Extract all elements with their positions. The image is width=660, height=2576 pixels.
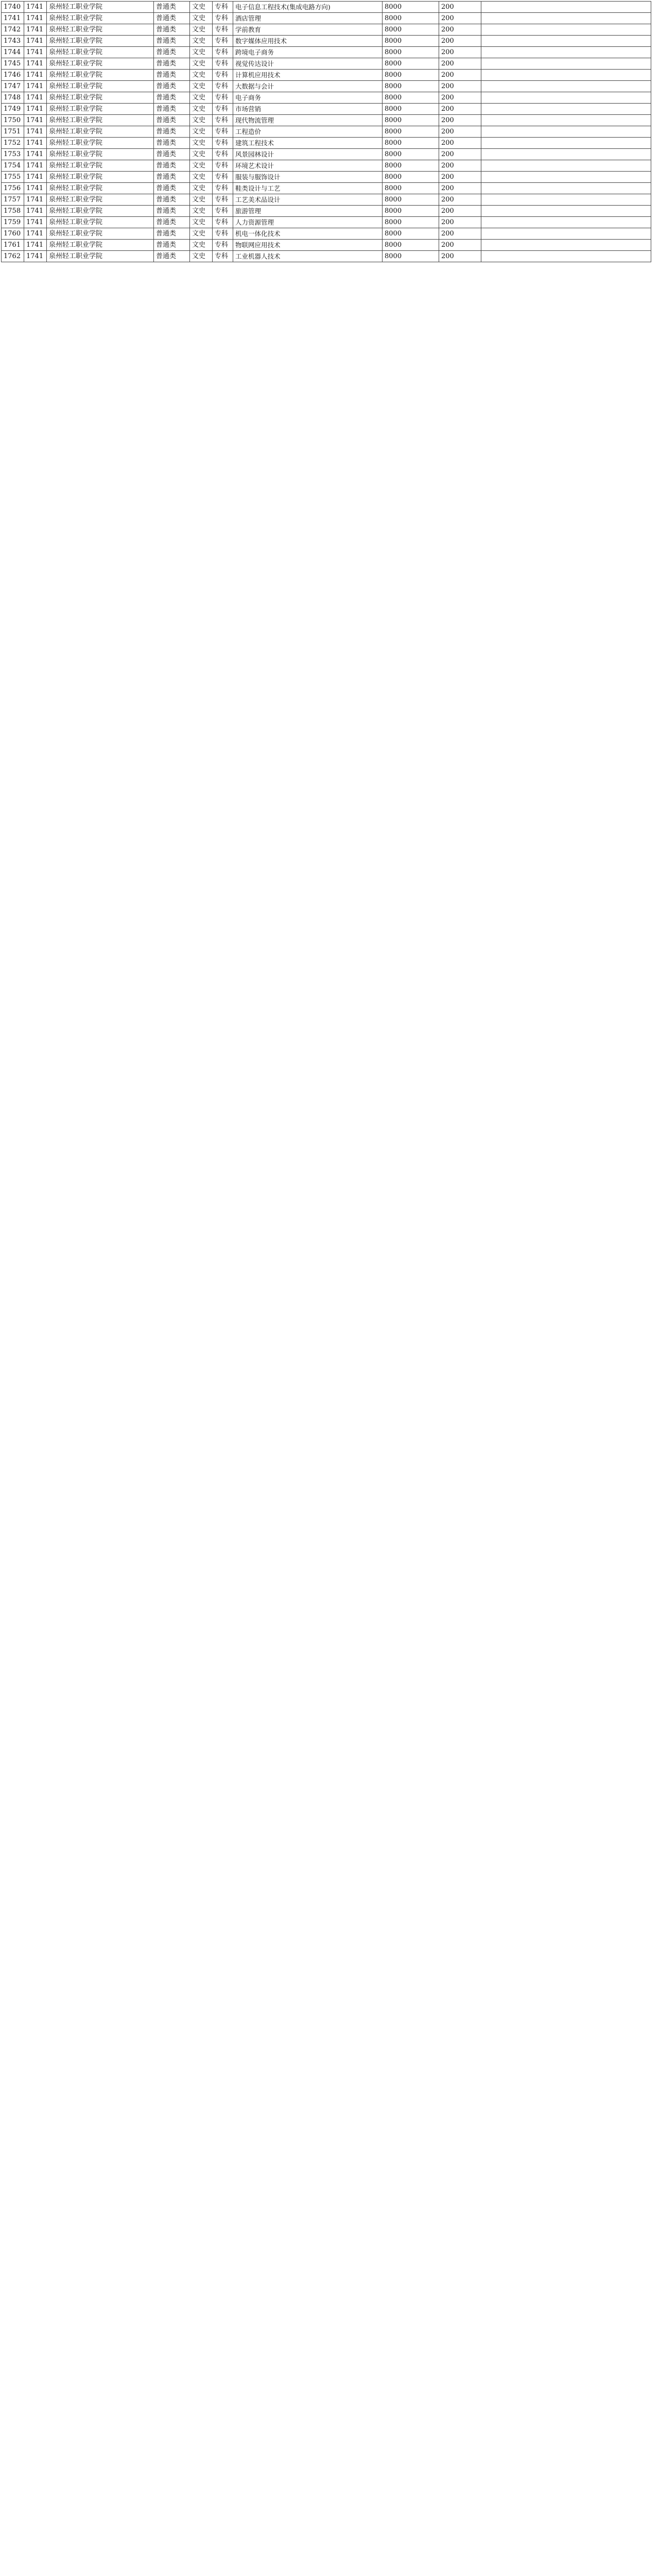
cell-plan: 200	[439, 228, 481, 240]
cell-seq: 1744	[2, 47, 24, 58]
cell-seq: 1742	[2, 24, 24, 36]
cell-plan: 200	[439, 58, 481, 70]
cell-code: 1741	[24, 217, 47, 228]
cell-major: 跨境电子商务	[233, 47, 383, 58]
cell-code: 1741	[24, 58, 47, 70]
cell-school: 泉州轻工职业学院	[47, 240, 154, 251]
cell-level: 专科	[213, 138, 233, 149]
cell-level: 专科	[213, 36, 233, 47]
cell-batch: 普通类	[154, 36, 190, 47]
cell-fee: 8000	[383, 24, 439, 36]
cell-empty	[481, 2, 651, 13]
table-row	[2, 206, 651, 217]
cell-subject: 文史	[190, 206, 213, 217]
cell-school: 泉州轻工职业学院	[47, 81, 154, 92]
cell-level: 专科	[213, 240, 233, 251]
cell-subject: 文史	[190, 115, 213, 126]
cell-major: 大数据与会计	[233, 81, 383, 92]
cell-batch: 普通类	[154, 206, 190, 217]
cell-major: 机电一体化技术	[233, 228, 383, 240]
cell-plan: 200	[439, 206, 481, 217]
cell-empty	[481, 183, 651, 194]
cell-code: 1741	[24, 36, 47, 47]
table-row	[2, 81, 651, 92]
cell-plan: 200	[439, 81, 481, 92]
cell-school: 泉州轻工职业学院	[47, 228, 154, 240]
cell-seq: 1753	[2, 149, 24, 160]
cell-batch: 普通类	[154, 81, 190, 92]
table-row	[2, 115, 651, 126]
cell-school: 泉州轻工职业学院	[47, 47, 154, 58]
cell-code: 1741	[24, 81, 47, 92]
table-row	[2, 13, 651, 24]
cell-level: 专科	[213, 47, 233, 58]
cell-fee: 8000	[383, 240, 439, 251]
cell-seq: 1740	[2, 2, 24, 13]
cell-level: 专科	[213, 70, 233, 81]
cell-subject: 文史	[190, 217, 213, 228]
cell-batch: 普通类	[154, 194, 190, 206]
cell-subject: 文史	[190, 160, 213, 172]
cell-fee: 8000	[383, 81, 439, 92]
cell-empty	[481, 92, 651, 104]
cell-batch: 普通类	[154, 149, 190, 160]
cell-seq: 1758	[2, 206, 24, 217]
table-row	[2, 172, 651, 183]
cell-major: 风景园林设计	[233, 149, 383, 160]
cell-empty	[481, 104, 651, 115]
cell-empty	[481, 24, 651, 36]
cell-plan: 200	[439, 251, 481, 262]
table-row	[2, 217, 651, 228]
cell-level: 专科	[213, 104, 233, 115]
cell-major: 市场营销	[233, 104, 383, 115]
cell-school: 泉州轻工职业学院	[47, 70, 154, 81]
cell-seq: 1756	[2, 183, 24, 194]
cell-batch: 普通类	[154, 138, 190, 149]
cell-major: 电子商务	[233, 92, 383, 104]
cell-empty	[481, 115, 651, 126]
cell-code: 1741	[24, 126, 47, 138]
cell-batch: 普通类	[154, 2, 190, 13]
cell-school: 泉州轻工职业学院	[47, 126, 154, 138]
cell-subject: 文史	[190, 13, 213, 24]
cell-code: 1741	[24, 251, 47, 262]
cell-fee: 8000	[383, 160, 439, 172]
cell-empty	[481, 36, 651, 47]
table-row	[2, 58, 651, 70]
table-row	[2, 160, 651, 172]
cell-code: 1741	[24, 13, 47, 24]
cell-batch: 普通类	[154, 70, 190, 81]
cell-fee: 8000	[383, 172, 439, 183]
cell-plan: 200	[439, 13, 481, 24]
cell-level: 专科	[213, 24, 233, 36]
cell-level: 专科	[213, 228, 233, 240]
cell-major: 工业机器人技术	[233, 251, 383, 262]
cell-plan: 200	[439, 126, 481, 138]
cell-seq: 1759	[2, 217, 24, 228]
cell-code: 1741	[24, 138, 47, 149]
cell-subject: 文史	[190, 138, 213, 149]
cell-subject: 文史	[190, 24, 213, 36]
cell-major: 电子信息工程技术(集成电路方向)	[233, 2, 383, 13]
cell-school: 泉州轻工职业学院	[47, 13, 154, 24]
cell-fee: 8000	[383, 104, 439, 115]
cell-seq: 1749	[2, 104, 24, 115]
cell-fee: 8000	[383, 228, 439, 240]
cell-empty	[481, 13, 651, 24]
cell-plan: 200	[439, 92, 481, 104]
cell-level: 专科	[213, 58, 233, 70]
cell-seq: 1748	[2, 92, 24, 104]
cell-code: 1741	[24, 115, 47, 126]
cell-major: 视觉传达设计	[233, 58, 383, 70]
cell-plan: 200	[439, 36, 481, 47]
cell-major: 计算机应用技术	[233, 70, 383, 81]
cell-seq: 1746	[2, 70, 24, 81]
cell-subject: 文史	[190, 172, 213, 183]
cell-empty	[481, 160, 651, 172]
cell-level: 专科	[213, 13, 233, 24]
cell-level: 专科	[213, 183, 233, 194]
cell-school: 泉州轻工职业学院	[47, 251, 154, 262]
cell-fee: 8000	[383, 58, 439, 70]
cell-school: 泉州轻工职业学院	[47, 172, 154, 183]
cell-seq: 1751	[2, 126, 24, 138]
cell-empty	[481, 58, 651, 70]
cell-code: 1741	[24, 92, 47, 104]
cell-major: 环境艺术设计	[233, 160, 383, 172]
cell-level: 专科	[213, 194, 233, 206]
cell-school: 泉州轻工职业学院	[47, 160, 154, 172]
cell-fee: 8000	[383, 206, 439, 217]
cell-major: 建筑工程技术	[233, 138, 383, 149]
cell-major: 人力资源管理	[233, 217, 383, 228]
cell-empty	[481, 172, 651, 183]
cell-school: 泉州轻工职业学院	[47, 2, 154, 13]
cell-major: 酒店管理	[233, 13, 383, 24]
cell-batch: 普通类	[154, 251, 190, 262]
cell-batch: 普通类	[154, 58, 190, 70]
cell-seq: 1750	[2, 115, 24, 126]
table-row	[2, 138, 651, 149]
admission-plan-table	[1, 1, 651, 262]
table-row	[2, 183, 651, 194]
table-row	[2, 24, 651, 36]
cell-empty	[481, 206, 651, 217]
table-row	[2, 228, 651, 240]
cell-plan: 200	[439, 115, 481, 126]
cell-level: 专科	[213, 172, 233, 183]
cell-plan: 200	[439, 217, 481, 228]
cell-fee: 8000	[383, 149, 439, 160]
cell-plan: 200	[439, 138, 481, 149]
cell-subject: 文史	[190, 47, 213, 58]
cell-fee: 8000	[383, 217, 439, 228]
table-row	[2, 92, 651, 104]
cell-batch: 普通类	[154, 115, 190, 126]
cell-fee: 8000	[383, 13, 439, 24]
cell-subject: 文史	[190, 149, 213, 160]
cell-batch: 普通类	[154, 13, 190, 24]
cell-batch: 普通类	[154, 160, 190, 172]
cell-empty	[481, 228, 651, 240]
cell-plan: 200	[439, 104, 481, 115]
cell-school: 泉州轻工职业学院	[47, 104, 154, 115]
cell-school: 泉州轻工职业学院	[47, 24, 154, 36]
cell-code: 1741	[24, 160, 47, 172]
cell-fee: 8000	[383, 47, 439, 58]
cell-level: 专科	[213, 206, 233, 217]
cell-plan: 200	[439, 172, 481, 183]
cell-school: 泉州轻工职业学院	[47, 138, 154, 149]
cell-plan: 200	[439, 149, 481, 160]
cell-batch: 普通类	[154, 183, 190, 194]
cell-fee: 8000	[383, 70, 439, 81]
cell-batch: 普通类	[154, 92, 190, 104]
cell-fee: 8000	[383, 115, 439, 126]
cell-fee: 8000	[383, 2, 439, 13]
cell-plan: 200	[439, 160, 481, 172]
cell-subject: 文史	[190, 251, 213, 262]
cell-major: 现代物流管理	[233, 115, 383, 126]
cell-code: 1741	[24, 183, 47, 194]
cell-seq: 1755	[2, 172, 24, 183]
cell-empty	[481, 138, 651, 149]
cell-subject: 文史	[190, 36, 213, 47]
cell-subject: 文史	[190, 228, 213, 240]
cell-code: 1741	[24, 240, 47, 251]
cell-subject: 文史	[190, 104, 213, 115]
cell-batch: 普通类	[154, 47, 190, 58]
cell-seq: 1752	[2, 138, 24, 149]
cell-batch: 普通类	[154, 172, 190, 183]
cell-batch: 普通类	[154, 126, 190, 138]
cell-level: 专科	[213, 115, 233, 126]
cell-school: 泉州轻工职业学院	[47, 58, 154, 70]
cell-seq: 1762	[2, 251, 24, 262]
cell-empty	[481, 126, 651, 138]
cell-level: 专科	[213, 92, 233, 104]
cell-subject: 文史	[190, 183, 213, 194]
cell-empty	[481, 70, 651, 81]
cell-code: 1741	[24, 206, 47, 217]
cell-code: 1741	[24, 47, 47, 58]
cell-subject: 文史	[190, 2, 213, 13]
cell-fee: 8000	[383, 36, 439, 47]
cell-school: 泉州轻工职业学院	[47, 217, 154, 228]
cell-school: 泉州轻工职业学院	[47, 36, 154, 47]
cell-fee: 8000	[383, 183, 439, 194]
cell-fee: 8000	[383, 92, 439, 104]
cell-level: 专科	[213, 251, 233, 262]
table-row	[2, 126, 651, 138]
cell-batch: 普通类	[154, 228, 190, 240]
cell-fee: 8000	[383, 138, 439, 149]
cell-seq: 1747	[2, 81, 24, 92]
table-row	[2, 194, 651, 206]
cell-school: 泉州轻工职业学院	[47, 183, 154, 194]
cell-empty	[481, 194, 651, 206]
table-row	[2, 36, 651, 47]
table-row	[2, 251, 651, 262]
cell-subject: 文史	[190, 92, 213, 104]
cell-code: 1741	[24, 104, 47, 115]
cell-code: 1741	[24, 24, 47, 36]
cell-batch: 普通类	[154, 240, 190, 251]
cell-plan: 200	[439, 240, 481, 251]
cell-fee: 8000	[383, 251, 439, 262]
cell-fee: 8000	[383, 126, 439, 138]
cell-subject: 文史	[190, 126, 213, 138]
cell-empty	[481, 149, 651, 160]
cell-school: 泉州轻工职业学院	[47, 92, 154, 104]
cell-empty	[481, 217, 651, 228]
cell-seq: 1761	[2, 240, 24, 251]
cell-batch: 普通类	[154, 24, 190, 36]
cell-empty	[481, 251, 651, 262]
cell-subject: 文史	[190, 240, 213, 251]
table-row	[2, 149, 651, 160]
cell-seq: 1745	[2, 58, 24, 70]
table-row	[2, 70, 651, 81]
cell-code: 1741	[24, 149, 47, 160]
cell-level: 专科	[213, 149, 233, 160]
cell-level: 专科	[213, 126, 233, 138]
cell-batch: 普通类	[154, 104, 190, 115]
cell-empty	[481, 47, 651, 58]
cell-batch: 普通类	[154, 217, 190, 228]
cell-code: 1741	[24, 228, 47, 240]
cell-plan: 200	[439, 2, 481, 13]
cell-seq: 1757	[2, 194, 24, 206]
cell-school: 泉州轻工职业学院	[47, 206, 154, 217]
cell-seq: 1754	[2, 160, 24, 172]
cell-plan: 200	[439, 194, 481, 206]
cell-seq: 1741	[2, 13, 24, 24]
cell-level: 专科	[213, 160, 233, 172]
cell-plan: 200	[439, 183, 481, 194]
cell-major: 工艺美术品设计	[233, 194, 383, 206]
cell-code: 1741	[24, 172, 47, 183]
cell-subject: 文史	[190, 70, 213, 81]
cell-major: 工程造价	[233, 126, 383, 138]
table-row	[2, 240, 651, 251]
cell-plan: 200	[439, 70, 481, 81]
cell-major: 数字媒体应用技术	[233, 36, 383, 47]
cell-level: 专科	[213, 217, 233, 228]
cell-empty	[481, 240, 651, 251]
cell-subject: 文史	[190, 81, 213, 92]
cell-code: 1741	[24, 70, 47, 81]
table-row	[2, 2, 651, 13]
cell-school: 泉州轻工职业学院	[47, 194, 154, 206]
cell-code: 1741	[24, 2, 47, 13]
table-body	[2, 2, 651, 262]
cell-subject: 文史	[190, 58, 213, 70]
cell-seq: 1760	[2, 228, 24, 240]
cell-code: 1741	[24, 194, 47, 206]
table-row	[2, 104, 651, 115]
cell-school: 泉州轻工职业学院	[47, 149, 154, 160]
cell-level: 专科	[213, 81, 233, 92]
cell-major: 鞋类设计与工艺	[233, 183, 383, 194]
cell-major: 旅游管理	[233, 206, 383, 217]
cell-major: 学前教育	[233, 24, 383, 36]
table-row	[2, 47, 651, 58]
cell-major: 物联网应用技术	[233, 240, 383, 251]
cell-level: 专科	[213, 2, 233, 13]
cell-plan: 200	[439, 47, 481, 58]
cell-empty	[481, 81, 651, 92]
cell-major: 服装与服饰设计	[233, 172, 383, 183]
cell-plan: 200	[439, 24, 481, 36]
cell-seq: 1743	[2, 36, 24, 47]
cell-fee: 8000	[383, 194, 439, 206]
cell-subject: 文史	[190, 194, 213, 206]
cell-school: 泉州轻工职业学院	[47, 115, 154, 126]
